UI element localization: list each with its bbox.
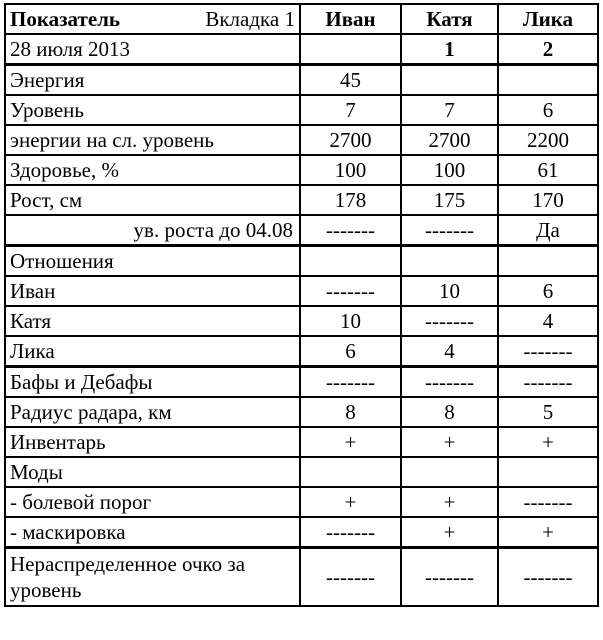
cell-katya: 4 [401, 336, 498, 367]
cell-lika [498, 65, 598, 96]
cell-ivan: + [300, 487, 401, 517]
cell-lika: Да [498, 215, 598, 246]
row-label: Лика [5, 336, 300, 367]
cell-ivan: 178 [300, 185, 401, 215]
cell-ivan: 6 [300, 336, 401, 367]
row-label: Здоровье, % [5, 155, 300, 185]
row-label: Иван [5, 276, 300, 306]
cell-katya: ------- [401, 215, 498, 246]
cell-lika [498, 457, 598, 487]
row-relation-lika [5, 336, 598, 367]
header-indicator-cell [5, 4, 300, 34]
header-row-1 [5, 4, 598, 34]
row-unallocated-points [5, 548, 598, 607]
row-label: Радиус радара, км [5, 397, 300, 427]
cell-katya: ------- [401, 367, 498, 398]
tab-label: Вкладка 1 [205, 7, 295, 31]
row-energy [5, 65, 598, 96]
cell-lika: ------- [498, 548, 598, 607]
row-label: Моды [5, 457, 300, 487]
column-number-ivan [300, 34, 401, 65]
cell-katya: 8 [401, 397, 498, 427]
row-label: Нераспределенное очко за уровень [5, 548, 300, 607]
row-radar-radius [5, 397, 598, 427]
cell-katya: + [401, 487, 498, 517]
cell-katya: 100 [401, 155, 498, 185]
column-header-ivan: Иван [300, 4, 401, 34]
row-label: Катя [5, 306, 300, 336]
cell-lika: ------- [498, 367, 598, 398]
cell-lika [498, 246, 598, 277]
cell-lika: 4 [498, 306, 598, 336]
indicator-heading: Показатель [10, 7, 121, 31]
row-energy-next-level [5, 125, 598, 155]
cell-katya [401, 65, 498, 96]
cell-ivan: ------- [300, 215, 401, 246]
row-label: Инвентарь [5, 427, 300, 457]
cell-lika: + [498, 517, 598, 548]
row-relations [5, 246, 598, 277]
cell-lika: 5 [498, 397, 598, 427]
cell-lika: 170 [498, 185, 598, 215]
header-date: 28 июля 2013 [5, 34, 300, 65]
cell-katya: 7 [401, 95, 498, 125]
cell-lika: 2200 [498, 125, 598, 155]
cell-ivan: 8 [300, 397, 401, 427]
row-label: энергии на сл. уровень [5, 125, 300, 155]
row-mods [5, 457, 598, 487]
column-number-katya: 1 [401, 34, 498, 65]
cell-katya: 175 [401, 185, 498, 215]
row-label: Отношения [5, 246, 300, 277]
row-label: - болевой порог [5, 487, 300, 517]
cell-katya: 2700 [401, 125, 498, 155]
cell-ivan: + [300, 427, 401, 457]
row-health [5, 155, 598, 185]
cell-katya: ------- [401, 306, 498, 336]
cell-katya: + [401, 517, 498, 548]
row-buffs [5, 367, 598, 398]
cell-lika: 6 [498, 95, 598, 125]
row-label: Бафы и Дебафы [5, 367, 300, 398]
cell-ivan [300, 246, 401, 277]
cell-lika: 61 [498, 155, 598, 185]
cell-katya [401, 246, 498, 277]
cell-ivan: ------- [300, 276, 401, 306]
character-stats-table [4, 3, 599, 607]
cell-katya: 10 [401, 276, 498, 306]
cell-ivan: ------- [300, 367, 401, 398]
cell-lika: ------- [498, 487, 598, 517]
column-number-lika: 2 [498, 34, 598, 65]
row-label: - маскировка [5, 517, 300, 548]
cell-ivan: 10 [300, 306, 401, 336]
row-level [5, 95, 598, 125]
row-label: ув. роста до 04.08 [5, 215, 300, 246]
cell-ivan: 7 [300, 95, 401, 125]
cell-ivan: 100 [300, 155, 401, 185]
row-height-increase [5, 215, 598, 246]
header-row-2 [5, 34, 598, 65]
row-label: Рост, см [5, 185, 300, 215]
row-camouflage [5, 517, 598, 548]
cell-katya [401, 457, 498, 487]
cell-lika: + [498, 427, 598, 457]
cell-ivan: 2700 [300, 125, 401, 155]
column-header-lika: Лика [498, 4, 598, 34]
row-height [5, 185, 598, 215]
cell-ivan: ------- [300, 517, 401, 548]
cell-katya: ------- [401, 548, 498, 607]
row-pain-threshold [5, 487, 598, 517]
cell-katya: + [401, 427, 498, 457]
cell-lika: 6 [498, 276, 598, 306]
cell-lika: ------- [498, 336, 598, 367]
row-relation-katya [5, 306, 598, 336]
row-relation-ivan [5, 276, 598, 306]
cell-ivan [300, 457, 401, 487]
row-inventory [5, 427, 598, 457]
row-label: Энергия [5, 65, 300, 96]
row-label: Уровень [5, 95, 300, 125]
cell-ivan: ------- [300, 548, 401, 607]
cell-ivan: 45 [300, 65, 401, 96]
column-header-katya: Катя [401, 4, 498, 34]
